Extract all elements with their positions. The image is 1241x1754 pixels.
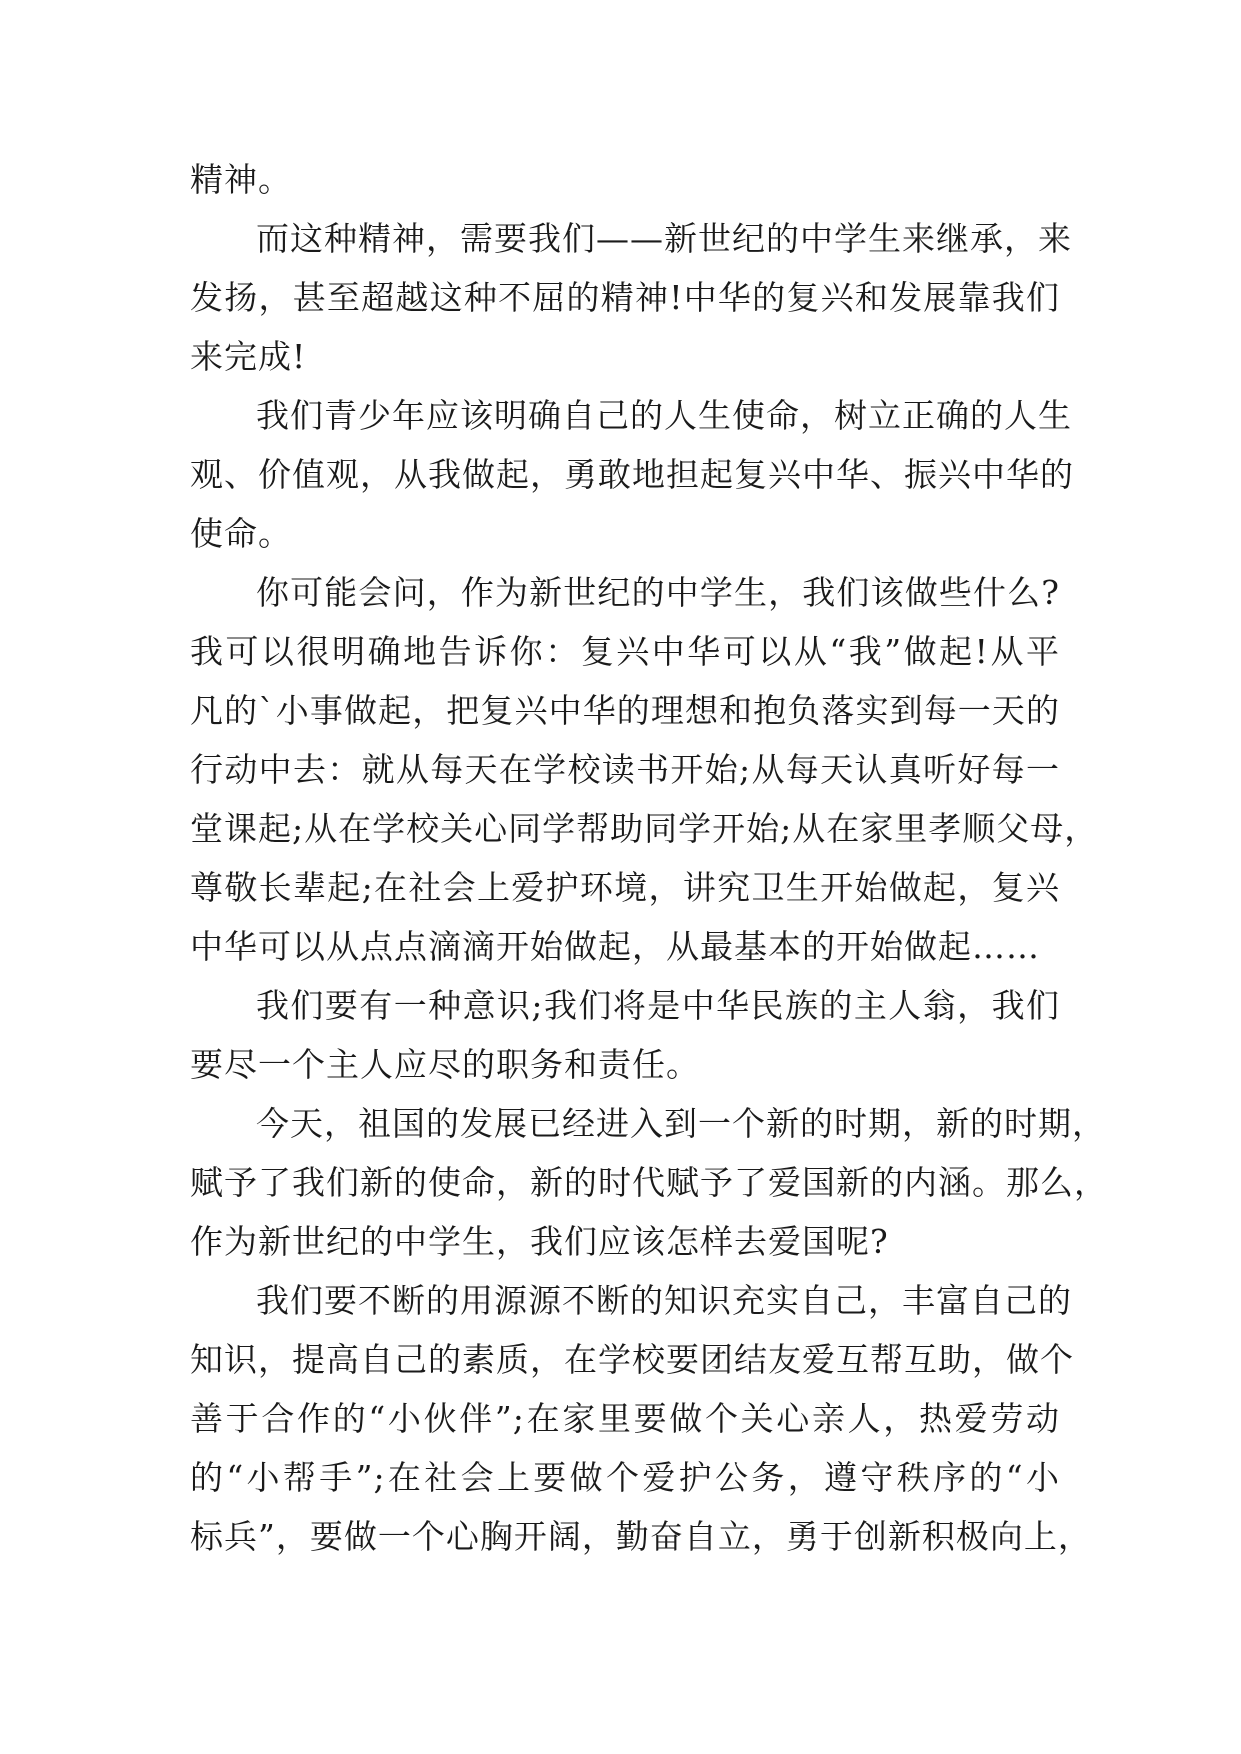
text-line: 中华可以从点点滴滴开始做起，从最基本的开始做起…… [190,927,1040,966]
text-line: 而这种精神，需要我们——新世纪的中学生来继承，来 [256,219,1072,258]
text-line: 要尽一个主人应尽的职务和责任。 [190,1045,700,1084]
document-body [190,150,1108,1566]
paragraph-3 [190,386,1074,563]
paragraph-1 [190,150,1060,209]
text-line: 来完成! [190,337,307,376]
paragraph-6 [190,1094,1108,1271]
text-line: 的“小帮手”;在社会上要做个爱护公务，遵守秩序的“小 [190,1458,1060,1497]
text-line: 我们青少年应该明确自己的人生使命，树立正确的人生 [256,396,1072,435]
text-line: 发扬，甚至超越这种不屈的精神!中华的复兴和发展靠我们 [190,278,1060,317]
text-line: 善于合作的“小伙伴”;在家里要做个关心亲人，热爱劳动 [190,1399,1060,1438]
text-line: 知识，提高自己的素质，在学校要团结友爱互帮互助，做个 [190,1340,1074,1379]
text-line: 凡的`小事做起，把复兴中华的理想和抱负落实到每一天的 [190,691,1060,730]
text-line: 观、价值观，从我做起，勇敢地担起复兴中华、振兴中华的 [190,455,1074,494]
paragraph-5 [190,976,1060,1094]
text-line: 作为新世纪的中学生，我们应该怎样去爱国呢? [190,1222,889,1261]
text-line: 赋予了我们新的使命，新的时代赋予了爱国新的内涵。那么， [190,1163,1108,1202]
text-line: 你可能会问，作为新世纪的中学生，我们该做些什么? [256,573,1060,612]
text-line: 使命。 [190,514,292,553]
paragraph-4 [190,563,1099,976]
text-line: 精神。 [190,160,292,199]
paragraph-2 [190,209,1072,386]
text-line: 标兵”，要做一个心胸开阔，勤奋自立，勇于创新积极向上， [190,1517,1092,1556]
text-line: 今天，祖国的发展已经进入到一个新的时期，新的时期， [256,1104,1106,1143]
paragraph-7 [190,1271,1092,1566]
text-line: 堂课起;从在学校关心同学帮助同学开始;从在家里孝顺父母， [190,809,1099,848]
text-line: 我们要不断的用源源不断的知识充实自己，丰富自己的 [256,1281,1072,1320]
text-line: 尊敬长辈起;在社会上爱护环境，讲究卫生开始做起，复兴 [190,868,1060,907]
text-line: 行动中去：就从每天在学校读书开始;从每天认真听好每一 [190,750,1060,789]
text-line: 我可以很明确地告诉你：复兴中华可以从“我”做起!从平 [190,632,1060,671]
text-line: 我们要有一种意识;我们将是中华民族的主人翁，我们 [256,986,1060,1025]
